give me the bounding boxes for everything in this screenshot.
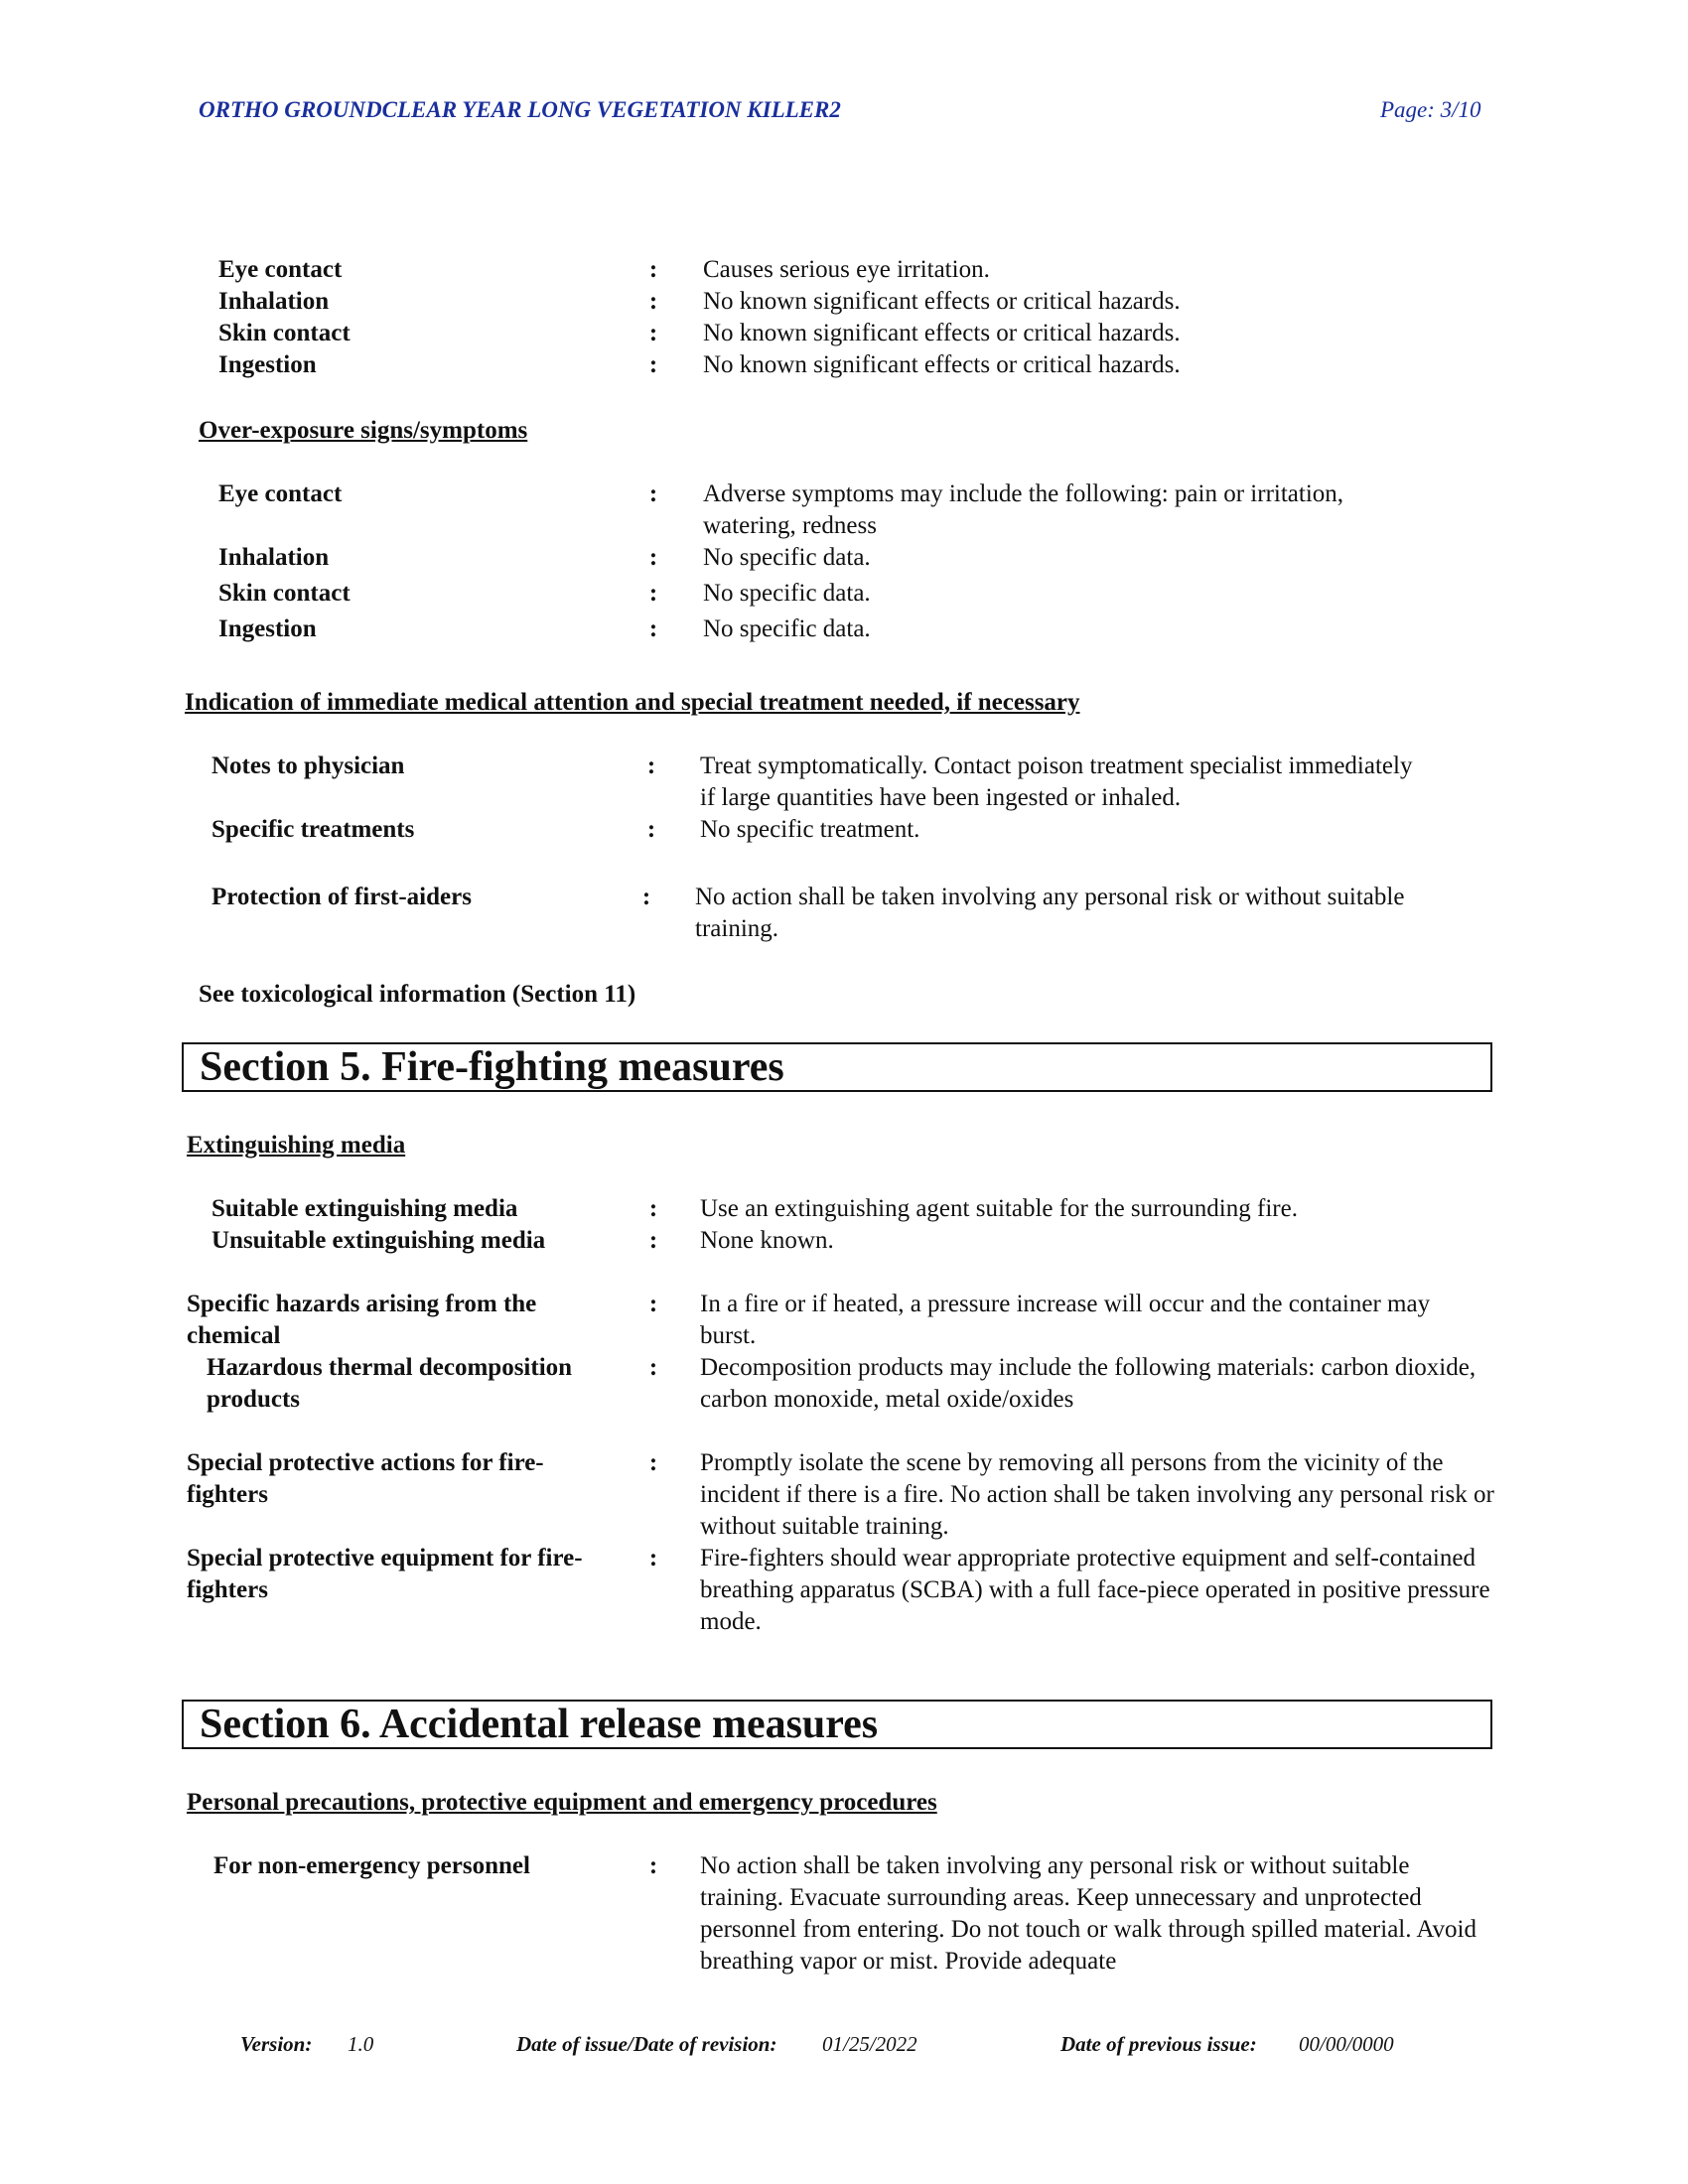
- effect-label: Eye contact: [218, 256, 343, 283]
- footer-issue-date: 01/25/2022: [822, 2032, 917, 2056]
- symptom-label: Eye contact: [218, 480, 343, 507]
- fire-label: Unsuitable extinguishing media: [211, 1227, 546, 1254]
- symptom-value: Adverse symptoms may include the following: pain or irritation, watering, redness: [703, 480, 1344, 539]
- effect-value: No known significant effects or critical hazards.: [703, 320, 1181, 346]
- header-title: ORTHO GROUNDCLEAR YEAR LONG VEGETATION KILLER2: [199, 97, 841, 122]
- medical-value: Treat symptomatically. Contact poison treatment specialist immediately if large quantities have been ingested or inhaled.: [700, 752, 1413, 811]
- effect-value: No known significant effects or critical hazards.: [703, 351, 1181, 378]
- symptom-label: Inhalation: [218, 544, 330, 571]
- fire-value: Decomposition products may include the following materials: carbon dioxide, carbon monoxide, metal oxide/oxides: [700, 1354, 1477, 1413]
- effect-label: Ingestion: [218, 351, 317, 378]
- medical-label: Specific treatments: [211, 816, 415, 843]
- colon: :: [648, 288, 658, 315]
- symptom-label: Ingestion: [218, 615, 317, 642]
- effect-value: No known significant effects or critical hazards.: [703, 288, 1181, 315]
- medical-heading: Indication of immediate medical attention and special treatment needed, if necessary: [185, 689, 1080, 716]
- fire-value: Use an extinguishing agent suitable for the surrounding fire.: [700, 1195, 1298, 1222]
- medical-label: Protection of first-aiders: [211, 884, 472, 910]
- symptom-label: Skin contact: [218, 580, 351, 607]
- colon: :: [648, 256, 658, 283]
- medical-value: No specific treatment.: [700, 816, 920, 843]
- footer-version: 1.0: [348, 2032, 374, 2056]
- section-6-title: Section 6. Accidental release measures: [200, 1702, 879, 1747]
- colon: :: [648, 1545, 658, 1571]
- extinguishing-media-heading: Extinguishing media: [187, 1132, 406, 1159]
- effect-label: Inhalation: [218, 288, 330, 315]
- fire-label: Suitable extinguishing media: [211, 1195, 518, 1222]
- symptom-value: No specific data.: [703, 580, 871, 607]
- colon: :: [648, 615, 658, 642]
- fire-value: None known.: [700, 1227, 834, 1254]
- section-6-header: [182, 1700, 1492, 1749]
- colon: :: [648, 1852, 658, 1879]
- colon: :: [648, 1227, 658, 1254]
- header-page-number: Page: 3/10: [1380, 97, 1481, 122]
- fire-label: Specific hazards arising from the chemical: [187, 1291, 537, 1349]
- see-toxicological-note: See toxicological information (Section 11): [199, 981, 636, 1008]
- colon: :: [648, 480, 658, 507]
- fire-value: Fire-fighters should wear appropriate protective equipment and self-contained breathing apparatus (SCBA) with a full face-piece operated in positive pressure mode.: [700, 1545, 1490, 1635]
- section-5-header: [182, 1042, 1492, 1092]
- colon: :: [648, 1354, 658, 1381]
- footer-previous-date: 00/00/0000: [1299, 2032, 1394, 2056]
- colon: :: [648, 320, 658, 346]
- colon: :: [646, 816, 656, 843]
- fire-value: Promptly isolate the scene by removing all persons from the vicinity of the incident if there is a fire. No action shall be taken involving any personal risk or without suitable training.: [700, 1449, 1494, 1540]
- colon: :: [648, 1195, 658, 1222]
- colon: :: [648, 580, 658, 607]
- release-label: For non-emergency personnel: [213, 1852, 530, 1879]
- colon: :: [648, 1291, 658, 1317]
- release-value: No action shall be taken involving any personal risk or without suitable training. Evacuate surrounding areas. Keep unnecessary and unprotected personnel from entering. Do not touch or walk through spilled material. Avoid breathing vapor or mist. Provide adequate: [700, 1852, 1477, 1975]
- medical-value: No action shall be taken involving any personal risk or without suitable training.: [695, 884, 1405, 942]
- colon: :: [648, 544, 658, 571]
- symptom-value: No specific data.: [703, 544, 871, 571]
- fire-value: In a fire or if heated, a pressure increase will occur and the container may burst.: [700, 1291, 1431, 1349]
- effect-value: Causes serious eye irritation.: [703, 256, 990, 283]
- medical-label: Notes to physician: [211, 752, 405, 779]
- personal-precautions-heading: Personal precautions, protective equipment and emergency procedures: [187, 1789, 937, 1816]
- colon: :: [641, 884, 651, 910]
- overexposure-heading: Over-exposure signs/symptoms: [199, 417, 528, 444]
- footer-previous-label: Date of previous issue:: [1060, 2032, 1257, 2056]
- footer-issue-label: Date of issue/Date of revision:: [516, 2032, 777, 2056]
- fire-label: Special protective actions for fire-fighters: [187, 1449, 544, 1508]
- fire-label: Special protective equipment for fire-fighters: [187, 1545, 583, 1603]
- colon: :: [646, 752, 656, 779]
- effect-label: Skin contact: [218, 320, 351, 346]
- fire-label: Hazardous thermal decomposition products: [207, 1354, 573, 1413]
- footer-version-label: Version:: [240, 2032, 313, 2056]
- section-5-title: Section 5. Fire-fighting measures: [200, 1044, 784, 1090]
- symptom-value: No specific data.: [703, 615, 871, 642]
- colon: :: [648, 351, 658, 378]
- colon: :: [648, 1449, 658, 1476]
